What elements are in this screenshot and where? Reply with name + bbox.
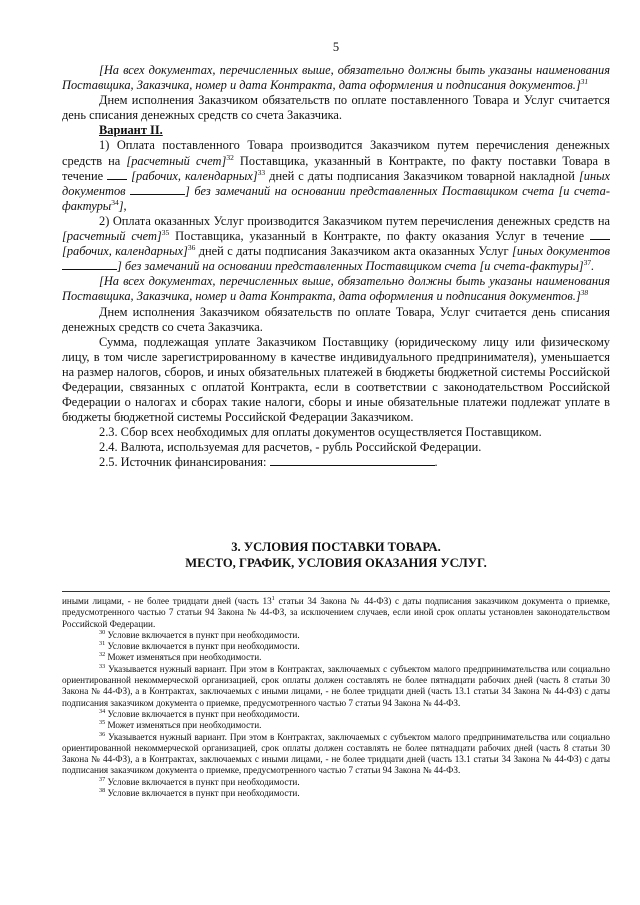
main-text	[62, 63, 610, 471]
clause-2-3: 2.3. Сбор всех необходимых для оплаты документов осуществляется Поставщиком.	[99, 425, 542, 440]
section-3-heading	[62, 540, 610, 571]
footnote: $^{35}$ Может изменяться при необходимости.	[99, 719, 262, 731]
fill-in-blank	[107, 169, 127, 180]
footnote: $^{30}$ Условие включается в пункт при необходимости.	[99, 628, 300, 640]
footnote: $^{36}$ Указывается нужный вариант. При этом в Контрактах, заключаемых с субъектом малого предпринимательства или социально ориентированной некоммерческой организацией, срок оплаты должен составлять не более пятнадцати рабочих дней (часть 8 статьи 30 Закона № 44-ФЗ), а в Контрактах, заключаемых с иными лицами, - не более тридцати дней (часть 13.1 статьи 34 Закона № 44-ФЗ) с даты подписания заказчиком документа о приемке, предусмотренного частью 7 статьи 94 Закона № 44-ФЗ.	[62, 730, 610, 776]
variant2-item-2: 2) Оплата оказанных Услуг производится Заказчиком путем перечисления денежных средств на [расчетный счет]$^{35}$ Поставщика, указанный в Контракте, по факту оказания Услуг в течение [рабочих, календарных]$^{36}$ дней с даты подписания Заказчиком акта оказанных Услуг [иных документов ] без замечаний на основании представленных Поставщиком счета [и счета-фактуры]$^{37}$.	[62, 213, 611, 274]
variant-title: Вариант II.	[99, 123, 163, 138]
footnote: $^{37}$ Условие включается в пункт при необходимости.	[99, 775, 300, 787]
variant2-item-1: 1) Оплата поставленного Товара производится Заказчиком путем перечисления денежных средств на [расчетный счет]$^{32}$ Поставщика, указанный в Контракте, по факту поставки Товара в течение [рабочих, календарных]$^{33}$ дней с даты подписания Заказчиком товарной накладной [иных документов ] без замечаний на основании представленных Поставщиком счета [и счета-фактуры$^{34}$],	[62, 138, 610, 213]
footnotes	[62, 596, 610, 799]
footnote: $^{32}$ Может изменяться при необходимости.	[99, 651, 262, 663]
footnote: $^{31}$ Условие включается в пункт при необходимости.	[99, 640, 300, 652]
footnote-continuation: иными лицами, - не более тридцати дней (часть $13^1$ статьи 34 Закона № 44-ФЗ) с даты подписания заказчиком документа о приемке, предусмотренного частью 7 статьи 94 Закона № 44-ФЗ, за исключением случаев, если иной срок оплаты установлен законодательством Российской Федерации.	[62, 595, 610, 629]
clause-2-4: 2.4. Валюта, используемая для расчетов, - рубль Российской Федерации.	[99, 440, 482, 455]
footnote-separator	[62, 591, 610, 592]
section-heading-line-2: МЕСТО, ГРАФИК, УСЛОВИЯ ОКАЗАНИЯ УСЛУГ.	[185, 555, 487, 570]
footnote-ref: 38	[580, 288, 589, 298]
financing-source-blank	[270, 455, 435, 466]
amount-paragraph: Сумма, подлежащая уплате Заказчиком Поставщику (юридическому лицу или физическому лицу, в том числе зарегистрированному в качестве индивидуального предпринимателя), уменьшается на размер налогов, сборов, и иных обязательных платежей в бюджеты бюджетной системы Российской Федерации, связанных с оплатой Контракта, если в соответствии с законодательством Российской Федерации о налогах и сборах такие налоги, сборы и иные обязательные платежи подлежат уплате в бюджеты бюджетной системы Российской Федерации Заказчиком.	[62, 334, 610, 425]
footnote: $^{33}$ Указывается нужный вариант. При этом в Контрактах, заключаемых с субъектом малого предпринимательства или социально ориентированной некоммерческой организацией, срок оплаты должен составлять не более пятнадцати рабочих дней (часть 8 статьи 30 Закона № 44-ФЗ), а в Контрактах, заключаемых с иными лицами, - не более тридцати дней (часть 13.1 статьи 34 Закона № 44-ФЗ) с даты подписания заказчиком документа о приемке, предусмотренного частью 7 статьи 94 Закона № 44-ФЗ.	[62, 662, 610, 708]
documents-note-1: [На всех документах, перечисленных выше, обязательно должны быть указаны наименования Поставщика, Заказчика, номер и дата Контракта, дата оформления и подписания документов.]$^{31}$	[62, 63, 610, 93]
documents-note-2: [На всех документах, перечисленных выше, обязательно должны быть указаны наименования Поставщика, Заказчика, номер и дата Контракта, дата оформления и подписания документов.]$^{38}$	[62, 274, 610, 304]
fill-in-blank	[590, 229, 610, 240]
footnote-ref: 31	[580, 77, 589, 87]
fill-in-blank	[62, 259, 117, 270]
footnote: $^{38}$ Условие включается в пункт при необходимости.	[99, 787, 300, 799]
section-heading-line-1: 3. УСЛОВИЯ ПОСТАВКИ ТОВАРА.	[231, 540, 441, 554]
payment-day-paragraph-2: Днем исполнения Заказчиком обязательств по оплате Товара, Услуг считается день списания денежных средств со счета Заказчика.	[62, 304, 610, 334]
footnote: $^{34}$ Условие включается в пункт при необходимости.	[99, 707, 300, 719]
payment-day-paragraph: Днем исполнения Заказчиком обязательств по оплате поставленного Товара и Услуг считается день списания денежных средств со счета Заказчика.	[62, 93, 610, 123]
fill-in-blank	[130, 184, 185, 195]
page-number: 5	[332, 40, 340, 54]
clause-2-5: 2.5. Источник финансирования: .	[99, 455, 438, 470]
